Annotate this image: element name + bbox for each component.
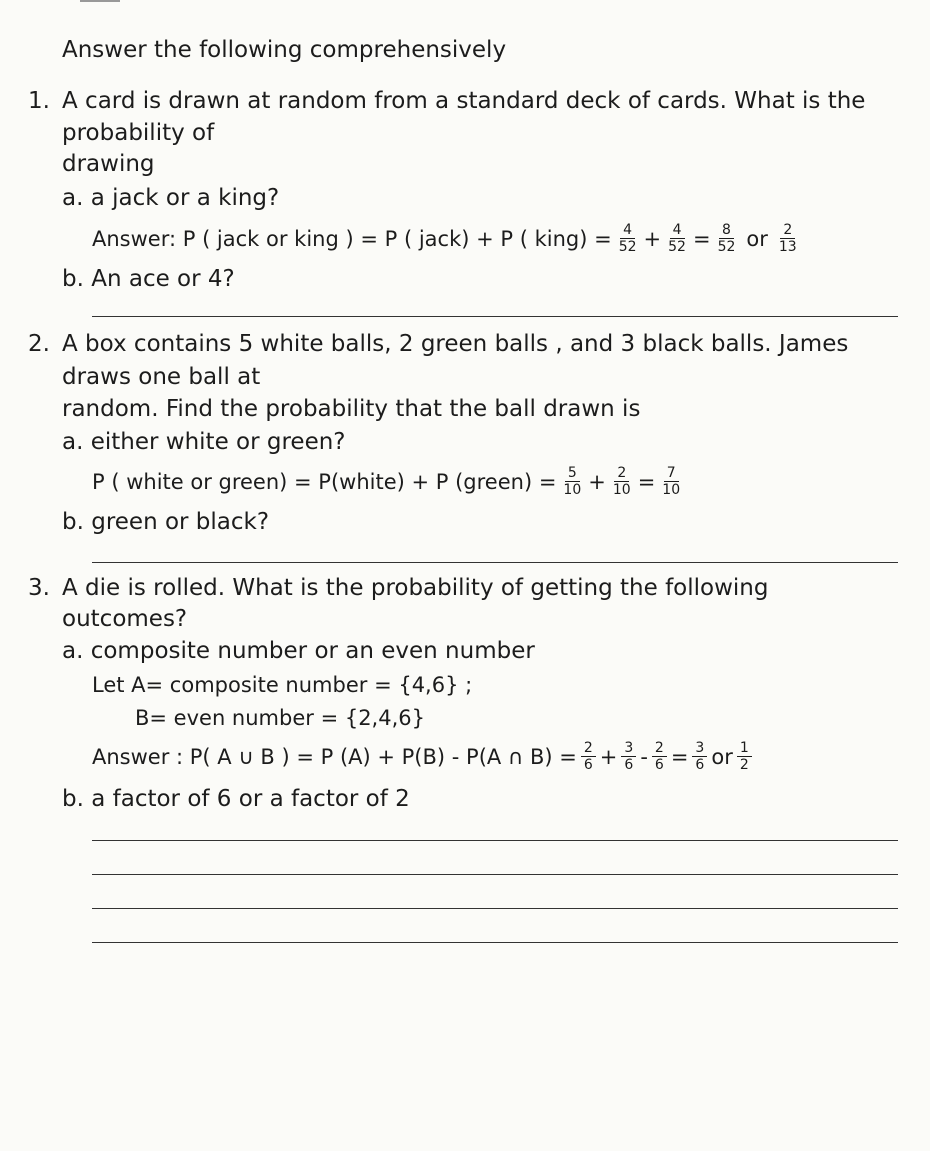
fraction: $\frac{7}{10}$ <box>662 465 681 498</box>
q3-answer <box>92 740 756 773</box>
q1-part-a: a. a jack or a king? <box>62 185 280 211</box>
fraction: $\frac{2}{13}$ <box>778 222 797 255</box>
q3-text-line2: outcomes? <box>62 606 188 632</box>
top-edge-mark <box>80 0 120 2</box>
q1-number: 1. <box>28 88 50 114</box>
answer-blank-line[interactable] <box>92 874 898 875</box>
fraction: $\frac{2}{6}$ <box>581 740 596 773</box>
fraction: $\frac{3}{6}$ <box>692 740 707 773</box>
fraction: $\frac{8}{52}$ <box>717 222 736 255</box>
minus-sign: - <box>640 744 648 769</box>
equals-sign: = <box>670 744 689 769</box>
equals-sign: = <box>692 226 711 251</box>
q1-answer-text: Answer: P ( jack or king ) = P ( jack) + P ( king) = <box>92 226 612 251</box>
q2-number: 2. <box>28 331 50 357</box>
q3-part-a: a. composite number or an even number <box>62 638 535 664</box>
page-heading: Answer the following comprehensively <box>62 37 507 63</box>
q3-let-a: Let A= composite number = {4,6} ; <box>92 673 473 697</box>
q2-text-line3: random. Find the probability that the ball drawn is <box>62 396 641 422</box>
answer-blank-line[interactable] <box>92 316 898 317</box>
q2-answer <box>92 465 687 498</box>
q3-number: 3. <box>28 575 50 601</box>
answer-blank-line[interactable] <box>92 840 898 841</box>
q3-let-b: B= even number = {2,4,6} <box>135 706 425 730</box>
plus-sign: + <box>599 744 618 769</box>
q3-part-b: b. a factor of 6 or a factor of 2 <box>62 786 410 812</box>
q3-answer-text: Answer : P( A ∪ B ) = P (A) + P(B) - P(A ∩ B) = <box>92 744 577 769</box>
q1-text-line2: probability of <box>62 120 215 146</box>
answer-blank-line[interactable] <box>92 942 898 943</box>
q1-text-line3: drawing <box>62 151 155 177</box>
q2-answer-text: P ( white or green) = P(white) + P (green) = <box>92 469 557 494</box>
or-word: or <box>746 226 768 251</box>
fraction: $\frac{4}{52}$ <box>618 222 637 255</box>
fraction: $\frac{3}{6}$ <box>621 740 636 773</box>
fraction: $\frac{4}{52}$ <box>668 222 686 255</box>
q3-text-line1: A die is rolled. What is the probability of getting the following <box>62 575 769 601</box>
answer-blank-line[interactable] <box>92 908 898 909</box>
q1-text-line1: A card is drawn at random from a standard deck of cards. What is the <box>62 88 866 114</box>
fraction: $\frac{1}{2}$ <box>737 740 752 773</box>
plus-sign: + <box>643 226 662 251</box>
q1-answer <box>92 222 804 255</box>
fraction: $\frac{2}{6}$ <box>652 740 667 773</box>
answer-blank-line[interactable] <box>92 562 898 563</box>
plus-sign: + <box>588 469 606 494</box>
equals-sign: = <box>637 469 656 494</box>
fraction: $\frac{5}{10}$ <box>563 465 582 498</box>
q2-part-b: b. green or black? <box>62 509 270 535</box>
q2-part-a: a. either white or green? <box>62 429 346 455</box>
q2-text-line1: A box contains 5 white balls, 2 green balls , and 3 black balls. James <box>62 331 849 357</box>
or-word: or <box>711 744 733 769</box>
q1-part-b: b. An ace or 4? <box>62 266 235 292</box>
fraction: $\frac{2}{10}$ <box>612 465 631 498</box>
q2-text-line2: draws one ball at <box>62 364 261 390</box>
